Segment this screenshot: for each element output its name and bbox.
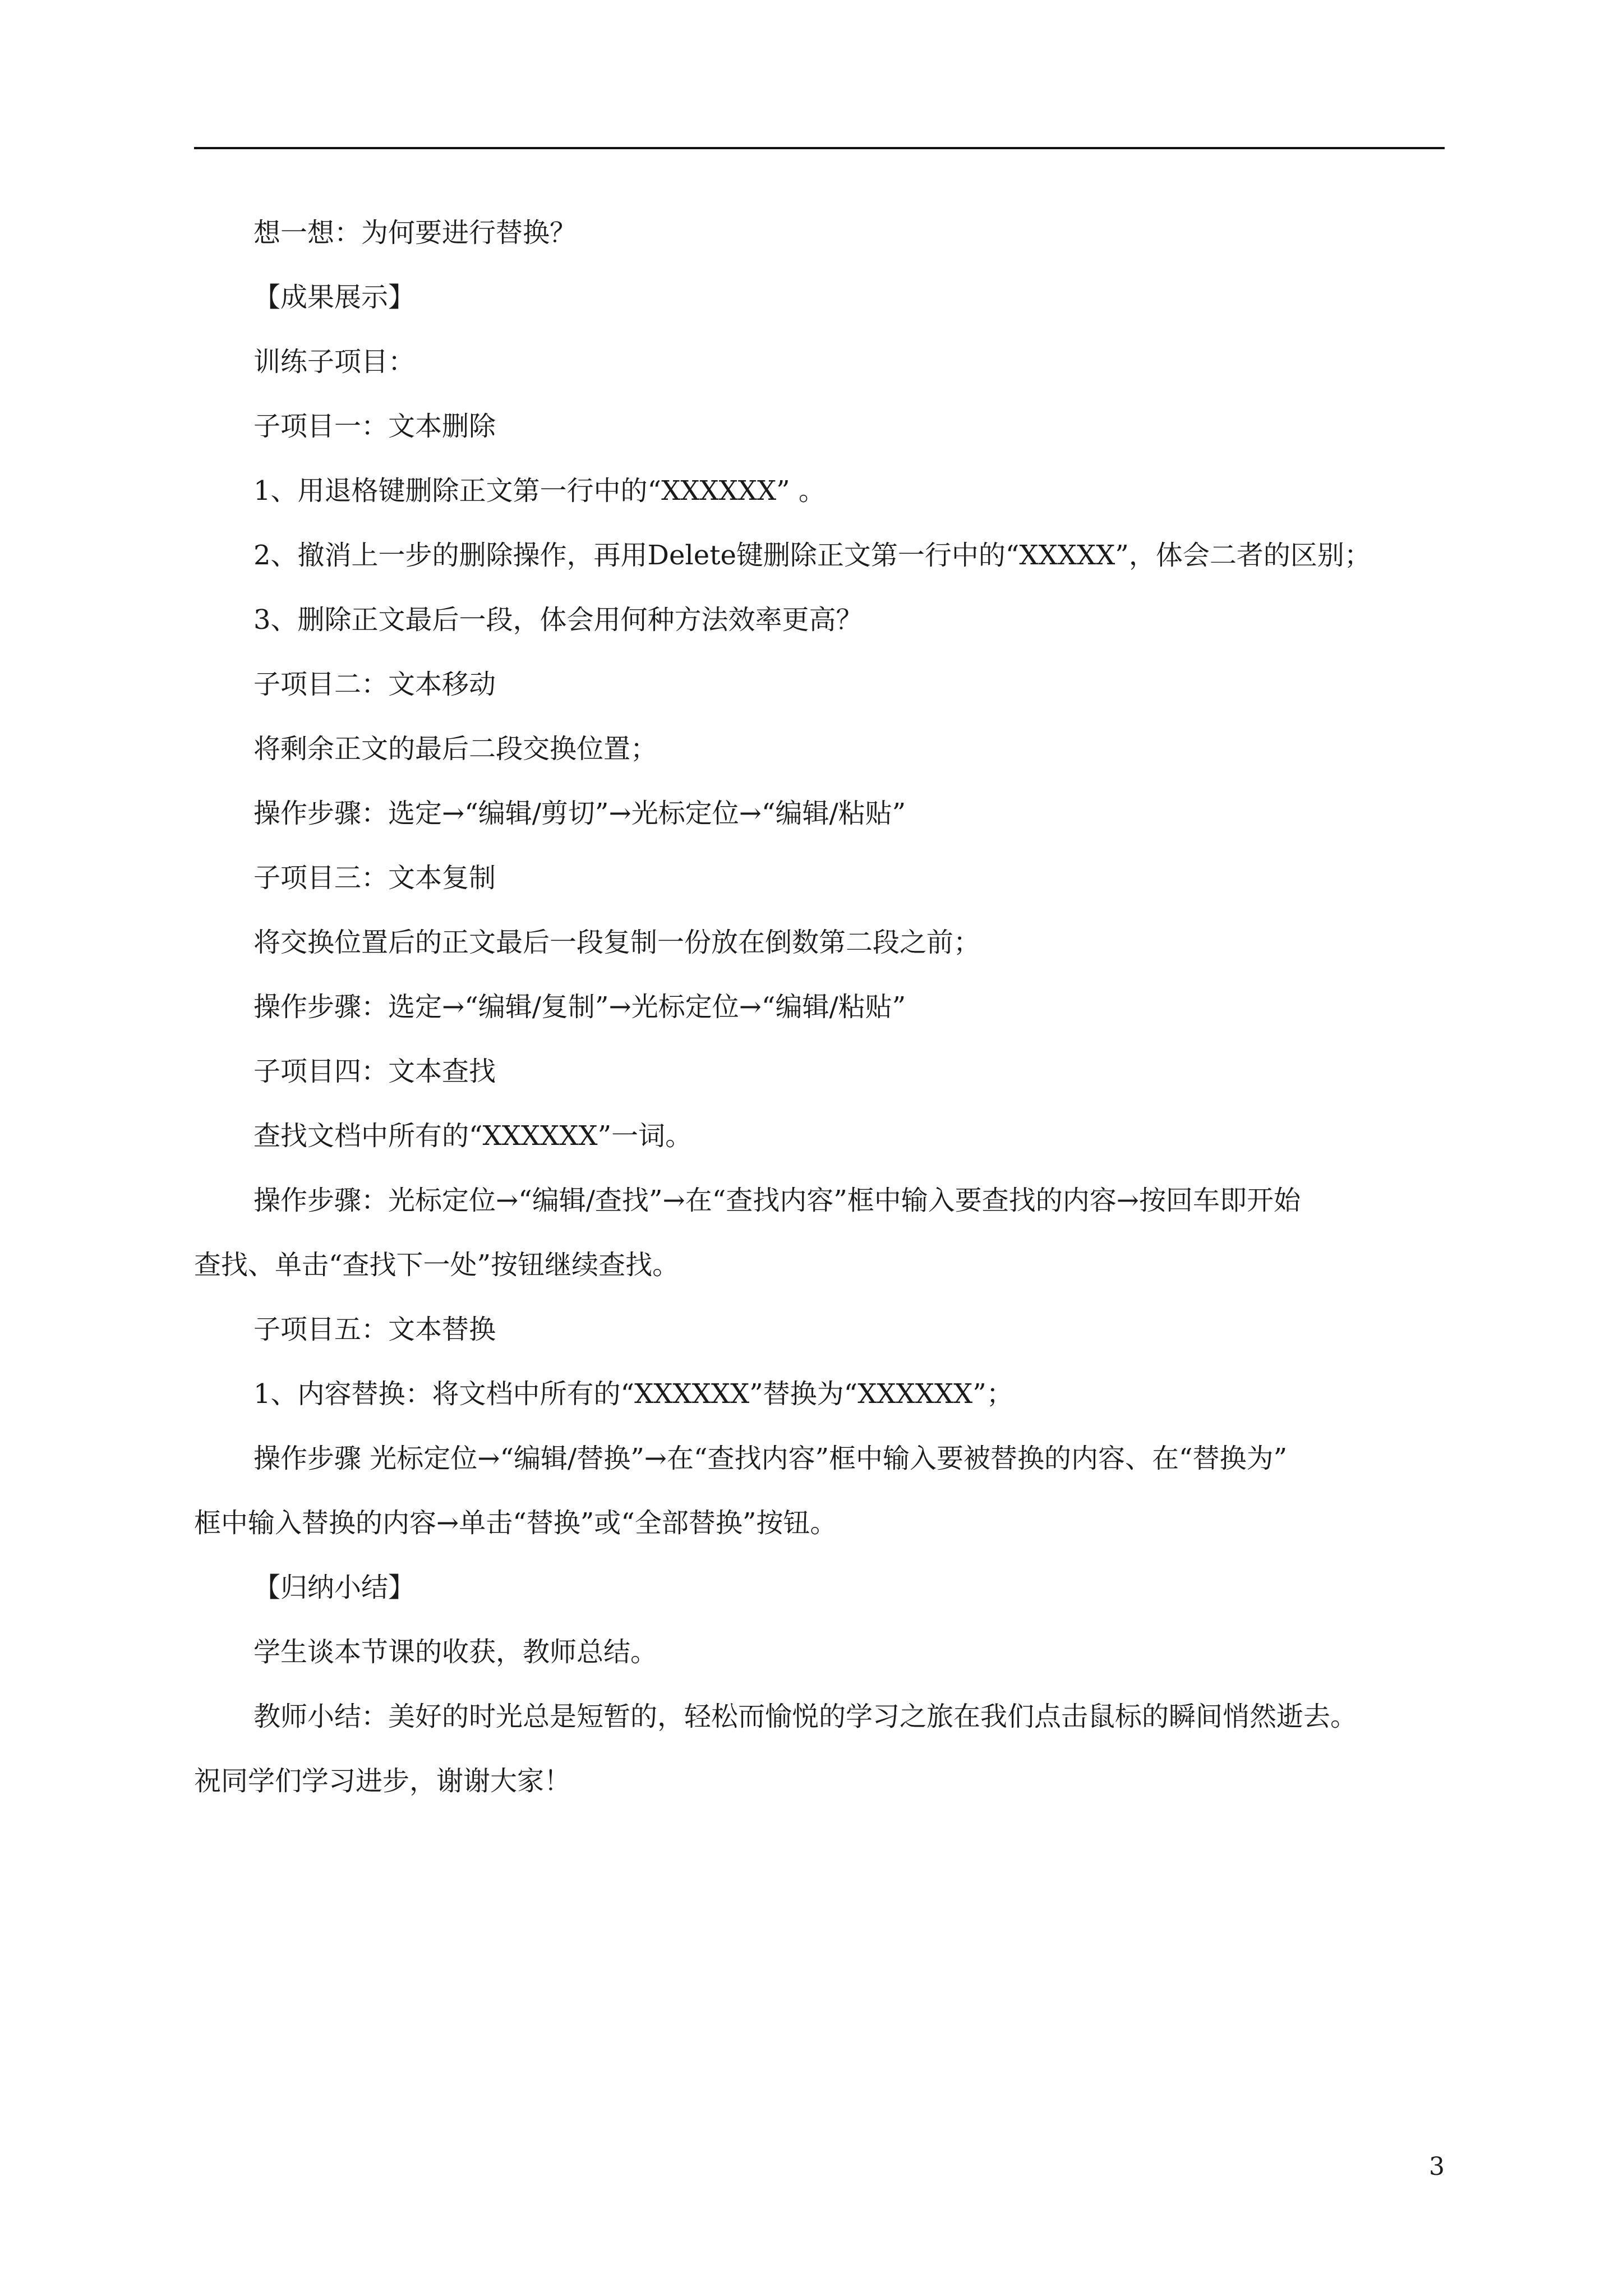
section-heading-results: 【成果展示】 <box>253 282 416 313</box>
paragraph-student-reflection: 学生谈本节课的收获，教师总结。 <box>253 1636 658 1668</box>
subitem-heading-5: 子项目五：文本替换 <box>253 1314 496 1345</box>
subitem-heading-4: 子项目四：文本查找 <box>253 1056 496 1087</box>
paragraph-replace-steps: 操作步骤 光标定位→“编辑/替换”→在“查找内容”框中输入要被替换的内容、在“替换为” <box>253 1443 1288 1474</box>
subitem-heading-1: 子项目一：文本删除 <box>253 411 496 442</box>
paragraph-teacher-summary: 教师小结：美好的时光总是短暂的，轻松而愉悦的学习之旅在我们点击鼠标的瞬间悄然逝去。 <box>253 1701 1358 1732</box>
section-heading-summary: 【归纳小结】 <box>253 1572 416 1603</box>
paragraph-delete-step-2: 2、撤消上一步的删除操作，再用Delete键删除正文第一行中的“XXXXX”，体会二者的区别； <box>253 540 1371 571</box>
paragraph-copy-steps: 操作步骤：选定→“编辑/复制”→光标定位→“编辑/粘贴” <box>253 991 906 1023</box>
paragraph-find-steps: 操作步骤：光标定位→“编辑/查找”→在“查找内容”框中输入要查找的内容→按回车即开始 <box>253 1185 1301 1216</box>
subitem-heading-2: 子项目二：文本移动 <box>253 669 496 700</box>
paragraph-find-task: 查找文档中所有的“XXXXXX”一词。 <box>253 1120 693 1152</box>
paragraph-teacher-summary-continued: 祝同学们学习进步，谢谢大家！ <box>194 1765 571 1797</box>
paragraph-copy-task: 将交换位置后的正文最后一段复制一份放在倒数第二段之前； <box>253 927 981 958</box>
paragraph-training-subitems: 训练子项目： <box>253 346 416 378</box>
paragraph-move-steps: 操作步骤：选定→“编辑/剪切”→光标定位→“编辑/粘贴” <box>253 798 906 829</box>
paragraph-find-steps-continued: 查找、单击“查找下一处”按钮继续查找。 <box>194 1249 680 1281</box>
paragraph-replace-steps-continued: 框中输入替换的内容→单击“替换”或“全部替换”按钮。 <box>194 1507 837 1539</box>
paragraph-replace-task: 1、内容替换：将文档中所有的“XXXXXX”替换为“XXXXXX”； <box>253 1378 1013 1410</box>
subitem-heading-3: 子项目三：文本复制 <box>253 862 496 894</box>
page-number: 3 <box>1429 2152 1445 2181</box>
paragraph-think: 想一想：为何要进行替换？ <box>253 217 577 249</box>
document-body <box>194 201 1445 1814</box>
paragraph-move-task: 将剩余正文的最后二段交换位置； <box>253 733 658 765</box>
paragraph-delete-step-1: 1、用退格键删除正文第一行中的“XXXXXX” 。 <box>253 475 826 507</box>
header-rule <box>194 147 1445 149</box>
paragraph-delete-step-3: 3、删除正文最后一段，体会用何种方法效率更高？ <box>253 604 863 636</box>
